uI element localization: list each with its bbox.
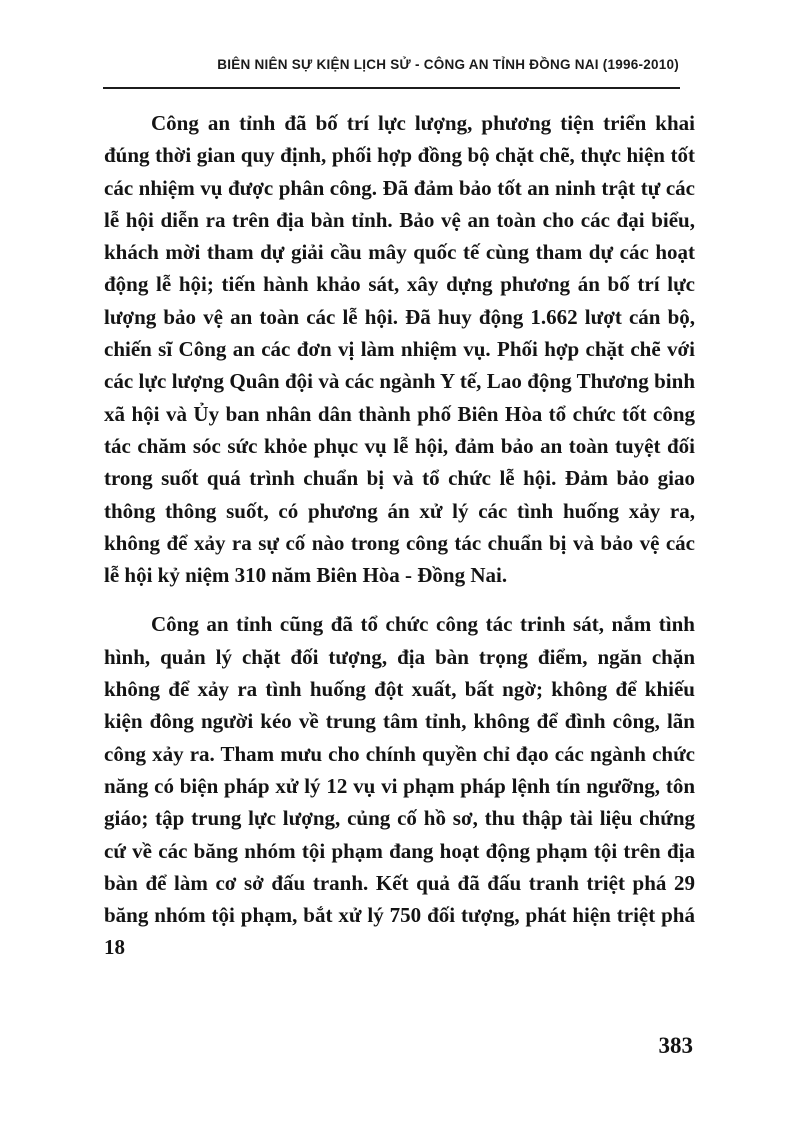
- header-divider-rule: [103, 87, 680, 89]
- page-body: [104, 107, 695, 964]
- paragraph-2: Công an tỉnh cũng đã tổ chức công tác trinh sát, nắm tình hình, quản lý chặt đối tượng, địa bàn trọng điểm, ngăn chặn không để xảy ra tình huống đột xuất, bất ngờ; không để khiếu kiện đông người kéo về trung tâm tỉnh, không để đình công, lãn công xảy ra. Tham mưu cho chính quyền chỉ đạo các ngành chức năng có biện pháp xử lý 12 vụ vi phạm pháp lệnh tín ngưỡng, tôn giáo; tập trung lực lượng, củng cố hồ sơ, thu thập tài liệu chứng cứ về các băng nhóm tội phạm đang hoạt động phạm tội trên địa bàn để làm cơ sở đấu tranh. Kết quả đã đấu tranh triệt phá 29 băng nhóm tội phạm, bắt xử lý 750 đối tượng, phát hiện triệt phá 18: [104, 612, 695, 960]
- running-header-title: BIÊN NIÊN SỰ KIỆN LỊCH SỬ - CÔNG AN TỈNH ĐỒNG NAI (1996-2010): [217, 57, 679, 72]
- page-number: 383: [658, 1033, 693, 1058]
- paragraph-1: Công an tỉnh đã bố trí lực lượng, phương tiện triển khai đúng thời gian quy định, phối hợp đồng bộ chặt chẽ, thực hiện tốt các nhiệm vụ được phân công. Đã đảm bảo tốt an ninh trật tự các lễ hội diễn ra trên địa bàn tỉnh. Bảo vệ an toàn cho các đại biểu, khách mời tham dự giải cầu mây quốc tế cùng tham dự các hoạt động lễ hội; tiến hành khảo sát, xây dựng phương án bố trí lực lượng bảo vệ an toàn các lễ hội. Đã huy động 1.662 lượt cán bộ, chiến sĩ Công an các đơn vị làm nhiệm vụ. Phối hợp chặt chẽ với các lực lượng Quân đội và các ngành Y tế, Lao động Thương binh xã hội và Ủy ban nhân dân thành phố Biên Hòa tổ chức tốt công tác chăm sóc sức khỏe phục vụ lễ hội, đảm bảo an toàn tuyệt đối trong suốt quá trình chuẩn bị và tổ chức lễ hội. Đảm bảo giao thông thông suốt, có phương án xử lý các tình huống xảy ra, không để xảy ra sự cố nào trong công tác chuẩn bị và bảo vệ các lễ hội kỷ niệm 310 năm Biên Hòa - Đồng Nai.: [104, 111, 695, 588]
